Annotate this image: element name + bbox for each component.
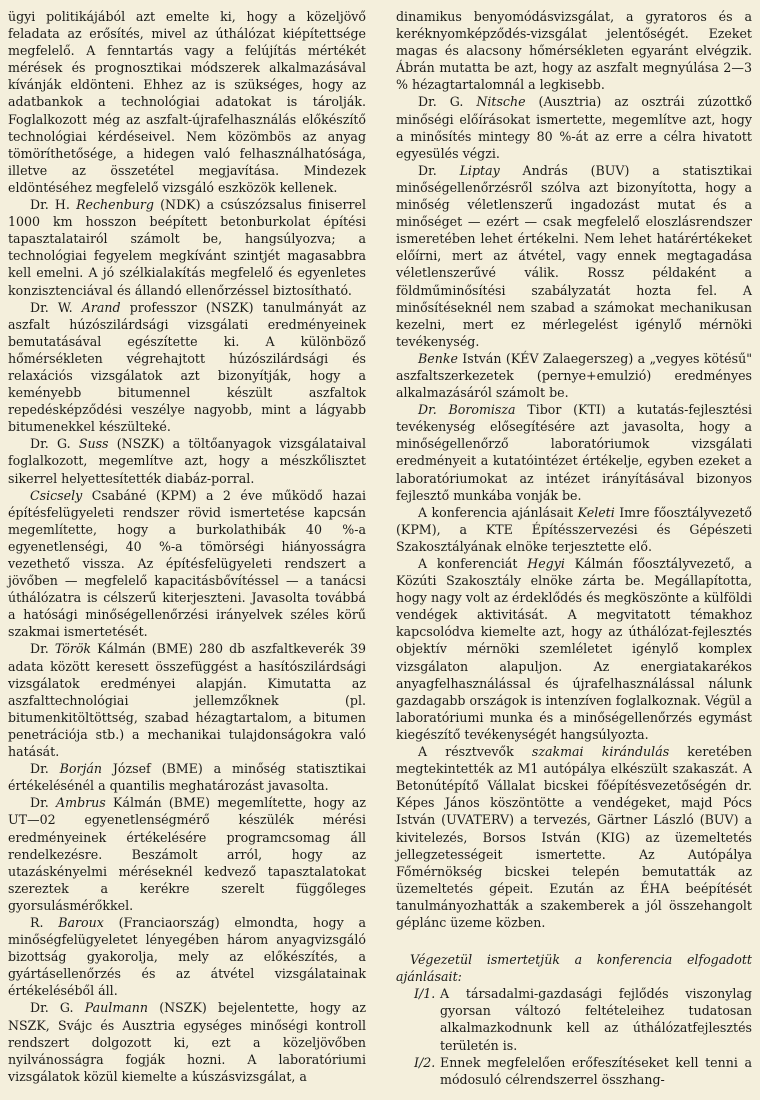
paragraph-text: dinamikus benyomódásvizsgálat, a gyratoros és a keréknyomképződés-vizsgálat jelentőségét. Ezeket magas és alacsony hőmérsékleten egyaránt elvégzik. Ábrán mutatta be azt, hogy az aszfalt megnyúlása 2—3 % hézagtartalomnál a legkisebb. [396,9,752,93]
paragraph-text: (NSZK) bejelentette, hogy az NSZK, Svájc és Ausztria egységes minőségi kontroll rendszert dolgozott ki, ezt a közeljövőben nyilvánosságra fogják hozni. A laboratóriumi vizsgálatok közül kiemelte a kúszásvizsgálat, a [8,1000,367,1084]
speaker-name: Nitsche [476,94,526,110]
paragraph-text: keretében megtekintették az M1 autópálya elkészült szakaszát. A Betonútépítő Vállalat bicskei főépítésvezetőségén dr. Képes János köszöntötte a vendégeket, majd Pócs István (UVATERV) a tervezés, Gärtner László (BUV) a kivitelezés, Borsos István (KIG) az üzemeltetés jellegzetességeit ismertette. Az Autópálya Főmérnökség bicskei telepén bemutatták az üzemeltetés gépeit. Ezután az ÉHA beépítését tanulmányozhatták a szakemberek a jól összehangolt géplánc üzeme közben. [396,744,752,930]
paragraph-lead: Dr. [30,641,55,657]
paragraph-text: (Ausztria) az osztrái zúzottkő minőségi előírásokat ismertette, megemlítve azt, hogy a minősítés mintegy 80 %-át az erre a célra hivatott egyesülés végzi. [396,94,753,161]
speaker-name: Borján [59,761,102,777]
paragraph-text: Kálmán (BME) megemlítette, hogy az UT—02 egyenetlenségmérő készülék mérési eredményeinek értékelésére programcsomag áll rendelkezésre. Beszámolt arról, hogy az utazáskényelmi méréseknél kedvező tapasztalatokat szereztek a kerékre szerelt függőleges gyorsulásmérőkkel. [8,795,366,913]
speaker-name: Arand [81,299,121,315]
speaker-name: Suss [78,436,109,452]
paragraph-lead: A konferencia ajánlásait [418,504,578,520]
speaker-name: Liptay [459,162,500,178]
paragraph-text: (Franciaország) elmondta, hogy a minőségfelügyeletet lényegében három anyagvizsgáló bizottság gyakorolja, mely az előkészítés, a gyártásellenőrzés és az átvétel vizsgálatainak értékeléséből áll. [8,914,366,999]
speaker-name: Baroux [58,914,104,930]
paragraph [396,401,752,504]
paragraph-lead: Dr. G. [418,94,477,110]
paragraph-text: Kálmán főosztályvezető, a Közúti Szakosztály elnöke zárta be. Megállapította, hogy nagy volt az érdeklődés és megköszönte a külföldi vendégek aktivitását. A megvitatott témakhoz kapcsolódva kiemelte azt, hogy az úthálózat-fejlesztés objektív mérnöki szemléletet igénylő komplex vizsgálaton alapuljon. Az energiatakarékos anyagfelhasználással és újrafelhasználással nálunk gazdagabb országok is intenzíven foglalkoznak. Végül a laboratóriumi munka és a minőségellenőrzés egymást kiegészítő tevékenységét hangsúlyozta. [396,556,752,742]
recommendation-number: I/1. [414,986,436,1002]
speaker-name: Paulmann [84,1000,148,1016]
recommendation-number: I/2. [414,1054,436,1070]
paragraph-text: professzor (NSZK) tanulmányát az aszfalt húzószilárdsági vizsgálati eredményeinek bemutatásával egészítette ki. A különböző hőmérsékleten végrehajtott húzószilárdsági és relaxációs vizsgálatok azt bizonyítják, hogy a keményebb bitumennel készült aszfaltok repedésképződési veszélye nagyobb, mint a lágyabb bitumenekkel készülteké. [8,299,366,435]
paragraph [8,640,366,760]
paragraph [396,162,752,350]
paragraph-text: Tibor (KTI) a kutatás-fejlesztési tevékenység elősegítésére azt javasolta, hogy a minőségellenőrző laboratóriumok vizsgálati eredményeit a kutatóintézet értékelje, egyben ezeket a laboratóriumokat az intézet irányításával bizonyos fejlesztő munkába vonják be. [396,402,752,503]
paragraph-lead: Dr. G. [30,1000,85,1016]
paragraph [8,999,366,1084]
recommendation-item [396,985,752,1053]
speaker-name: Csicsely [30,487,83,503]
paragraph-lead: A résztvevők [418,744,532,760]
paragraph-text: (NDK) a csúszózsalus finiserrel 1000 km hosszon beépített betonburkolat építési tapasztalatairól számolt be, hangsúlyozva; a technológiai fegyelem megkívánt szintjét magasabbra kell emelni. A jó szélkialakítás megfelelő és egyenletes konzisztenciával és állandó ellenőrzéssel biztosítható. [8,197,366,298]
paragraph-text: Imre főosztályvezető (KPM), a KTE Építésszervezési és Gépészeti Szakosztályának elnöke terjesztette elő. [396,504,752,554]
paragraph [8,435,366,486]
paragraph-lead: Dr. G. [30,436,79,452]
paragraph [8,299,366,436]
paragraph-lead: Dr. [30,761,60,777]
paragraph [396,743,752,931]
paragraph-lead: Dr. H. [30,197,77,213]
paragraph-lead: R. [30,914,59,930]
left-column [8,8,366,1085]
speaker-name: Rechenburg [76,197,154,213]
paragraph-lead: Dr. W. [30,299,82,315]
recommendation-item [396,1054,752,1088]
right-column [396,8,752,1088]
paragraph-lead: A konferenciát [418,556,528,571]
paragraph [8,760,366,794]
speaker-name: szakmai kirándulás [531,744,670,760]
paragraph [396,93,752,161]
paragraph [396,504,752,555]
paragraph [8,8,366,196]
paragraph-text: (NSZK) a töltőanyagok vizsgálataival foglalkozott, megemlítve azt, hogy a mészkőlisztet sikerrel helyettesítették diabáz-porral. [8,436,366,486]
paragraph [8,914,366,999]
recommendations-heading: Végezetül ismertetjük a konferencia elfogadott ajánlásait: [396,952,752,985]
paragraph-lead: Dr. [30,795,57,811]
speaker-name: Dr. Boromisza [418,402,516,418]
speaker-name: Hegyi [527,556,565,571]
paragraph-text: István (KÉV Zalaegerszeg) a „vegyes kötésű" aszfaltszerkezetek (pernye+emulzió) eredményes alkalmazásáról számolt be. [396,350,752,401]
paragraph [396,555,752,743]
paragraph-lead: Dr. [418,162,460,178]
recommendation-text: Ennek megfelelően erőfeszítéseket kell tenni a módosuló célrendszerrel összhang- [440,1054,752,1087]
paragraph-text: József (BME) a minőség statisztikai értékelésénél a quantilis meghatározást javasolta. [8,761,366,794]
speaker-name: Benke [418,350,458,366]
recommendation-text: A társadalmi-gazdasági fejlődés viszonylag gyorsan változó feltételeihez tudatosan alkalmazkodnunk kell az úthálózatfejlesztés területén is. [440,986,752,1053]
paragraph [396,8,752,93]
paragraph [8,794,366,914]
paragraph-text: Csabáné (KPM) a 2 éve működő hazai építésfelügyeleti rendszer rövid ismertetése kapcsán megemlítette, hogy a burkolathibák 40 %-a egyenetlenségi, 40 %-a tömörségi hiányosságra vezethető vissza. Az építésfelügyeleti rendszert a jövőben — megfelelő kapacitásbővítéssel — a tanácsi úthálózatra is célszerű kiterjeszteni. Javasolta továbbá a hatósági minőségellenőrzési irányelvek széles körű szakmai ismertetését. [8,487,366,640]
paragraph [8,196,366,299]
speaker-name: Török [54,641,92,657]
paragraph-text: András (BUV) a statisztikai minőségellenőrzésről szólva azt bizonyította, hogy a minőség véletlenszerű ingadozást mutat és a minőséget — ezért — csak megfelelő eloszlásrendszer ismeretében lehet értékelni. Nem lehet határértékeket előírni, mert az átvétel, vagy ennek megtagadása véletlenszerűvé válik. Rossz példaként a földműminősítési szabályzatát hozta fel. A minősítéseknél nem szabad a számokat mechanikusan kezelni, mert ez mérlegelést igénylő mérnöki tevékenység. [396,162,752,349]
paragraph-text: Kálmán (BME) 280 db aszfaltkeverék 39 adata között keresett összefüggést a hasítószilárdsági vizsgálatok eredményei alapján. Kimutatta az aszfalttechnológiai jellemzőknek (pl. bitumenkitöltöttség, szabad hézagtartalom, a bitumen penetrációja stb.) a mechanikai tulajdonságokra való hatását. [8,641,366,760]
paragraph-text: ügyi politikájából azt emelte ki, hogy a közeljövő feladata az erősítés, mivel az úthálózat kiépítettsége megfelelő. A fenntartás vagy a felújítás mértékét mérések és prognosztikai módszerek alkalmazásával kívánják eldönteni. Ehhez az is szükséges, hogy az adatbankok a technológiai adatokat is tárolják. Foglalkozott még az aszfalt-újrafelhasználás előkészítő technológiai kérdéseivel. Nem közömbös az anyag tömöríthetősége, a hidegen való felhasználhatósága, illetve az összetétel megjavítása. Mindezek eldöntéséhez megfelelő vizsgáló eszközök kellenek. [8,9,366,195]
speaker-name: Ambrus [56,795,106,811]
paragraph [8,487,366,641]
paragraph [396,350,752,401]
speaker-name: Keleti [577,504,615,520]
